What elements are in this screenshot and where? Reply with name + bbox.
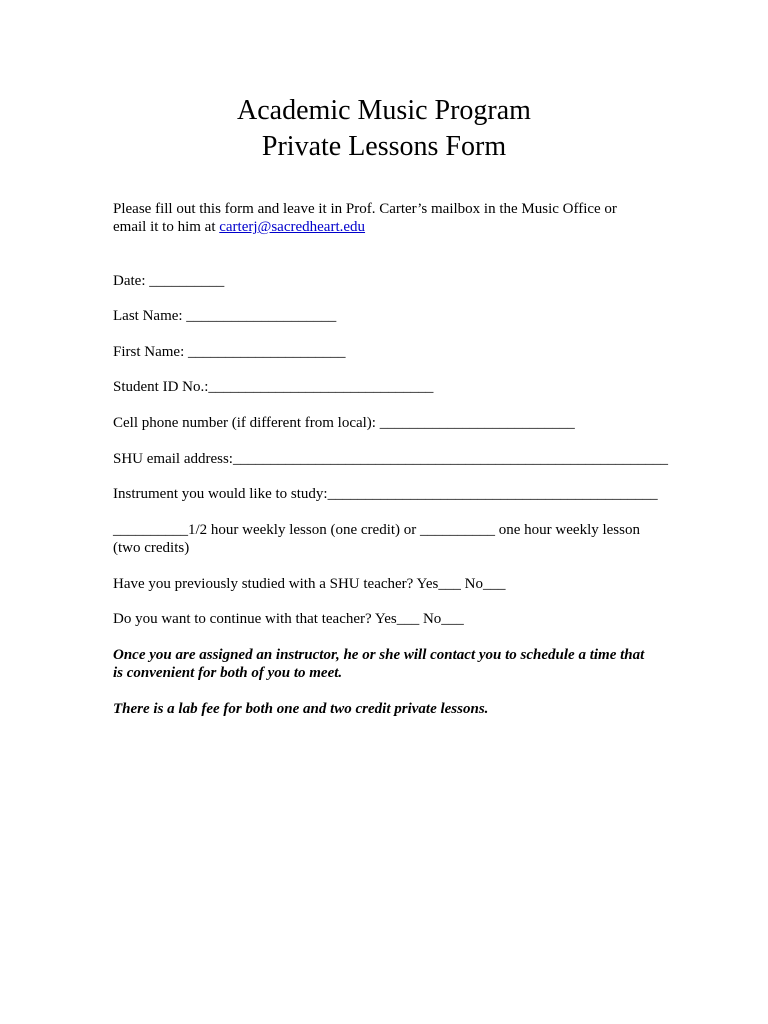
previous-teacher-question: Have you previously studied with a SHU teacher? Yes___ No___ [113, 576, 506, 592]
lesson-type-line2: (two credits) [113, 540, 190, 556]
intro-line2 [113, 218, 365, 236]
intro-line2-text: email it to him at [113, 219, 220, 235]
date-field: Date: __________ [113, 273, 225, 289]
intro-line1: Please fill out this form and leave it in Prof. Carter’s mailbox in the Music Office or [113, 201, 617, 217]
form-title-line1: Academic Music Program [237, 95, 531, 126]
student-id-field: Student ID No.:______________________________ [113, 379, 434, 395]
continue-teacher-question: Do you want to continue with that teacher? Yes___ No___ [113, 611, 464, 627]
last-name-field: Last Name: ____________________ [113, 308, 337, 324]
instructor-note-line1: Once you are assigned an instructor, he or she will contact you to schedule a time that [113, 647, 645, 663]
lab-fee-note: There is a lab fee for both one and two credit private lessons. [113, 701, 489, 717]
email-link[interactable]: carterj@sacredheart.edu [219, 219, 366, 235]
first-name-field: First Name: _____________________ [113, 344, 346, 360]
form-title-line2: Private Lessons Form [261, 131, 507, 162]
lesson-type-line1: __________1/2 hour weekly lesson (one credit) or __________ one hour weekly lesson [113, 522, 640, 538]
shu-email-field: SHU email address:__________________________________________________________ [113, 451, 668, 467]
cell-phone-field: Cell phone number (if different from local): __________________________ [113, 415, 575, 431]
instrument-field: Instrument you would like to study:____________________________________________ [113, 486, 658, 502]
instructor-note-line2: is convenient for both of you to meet. [113, 665, 343, 681]
